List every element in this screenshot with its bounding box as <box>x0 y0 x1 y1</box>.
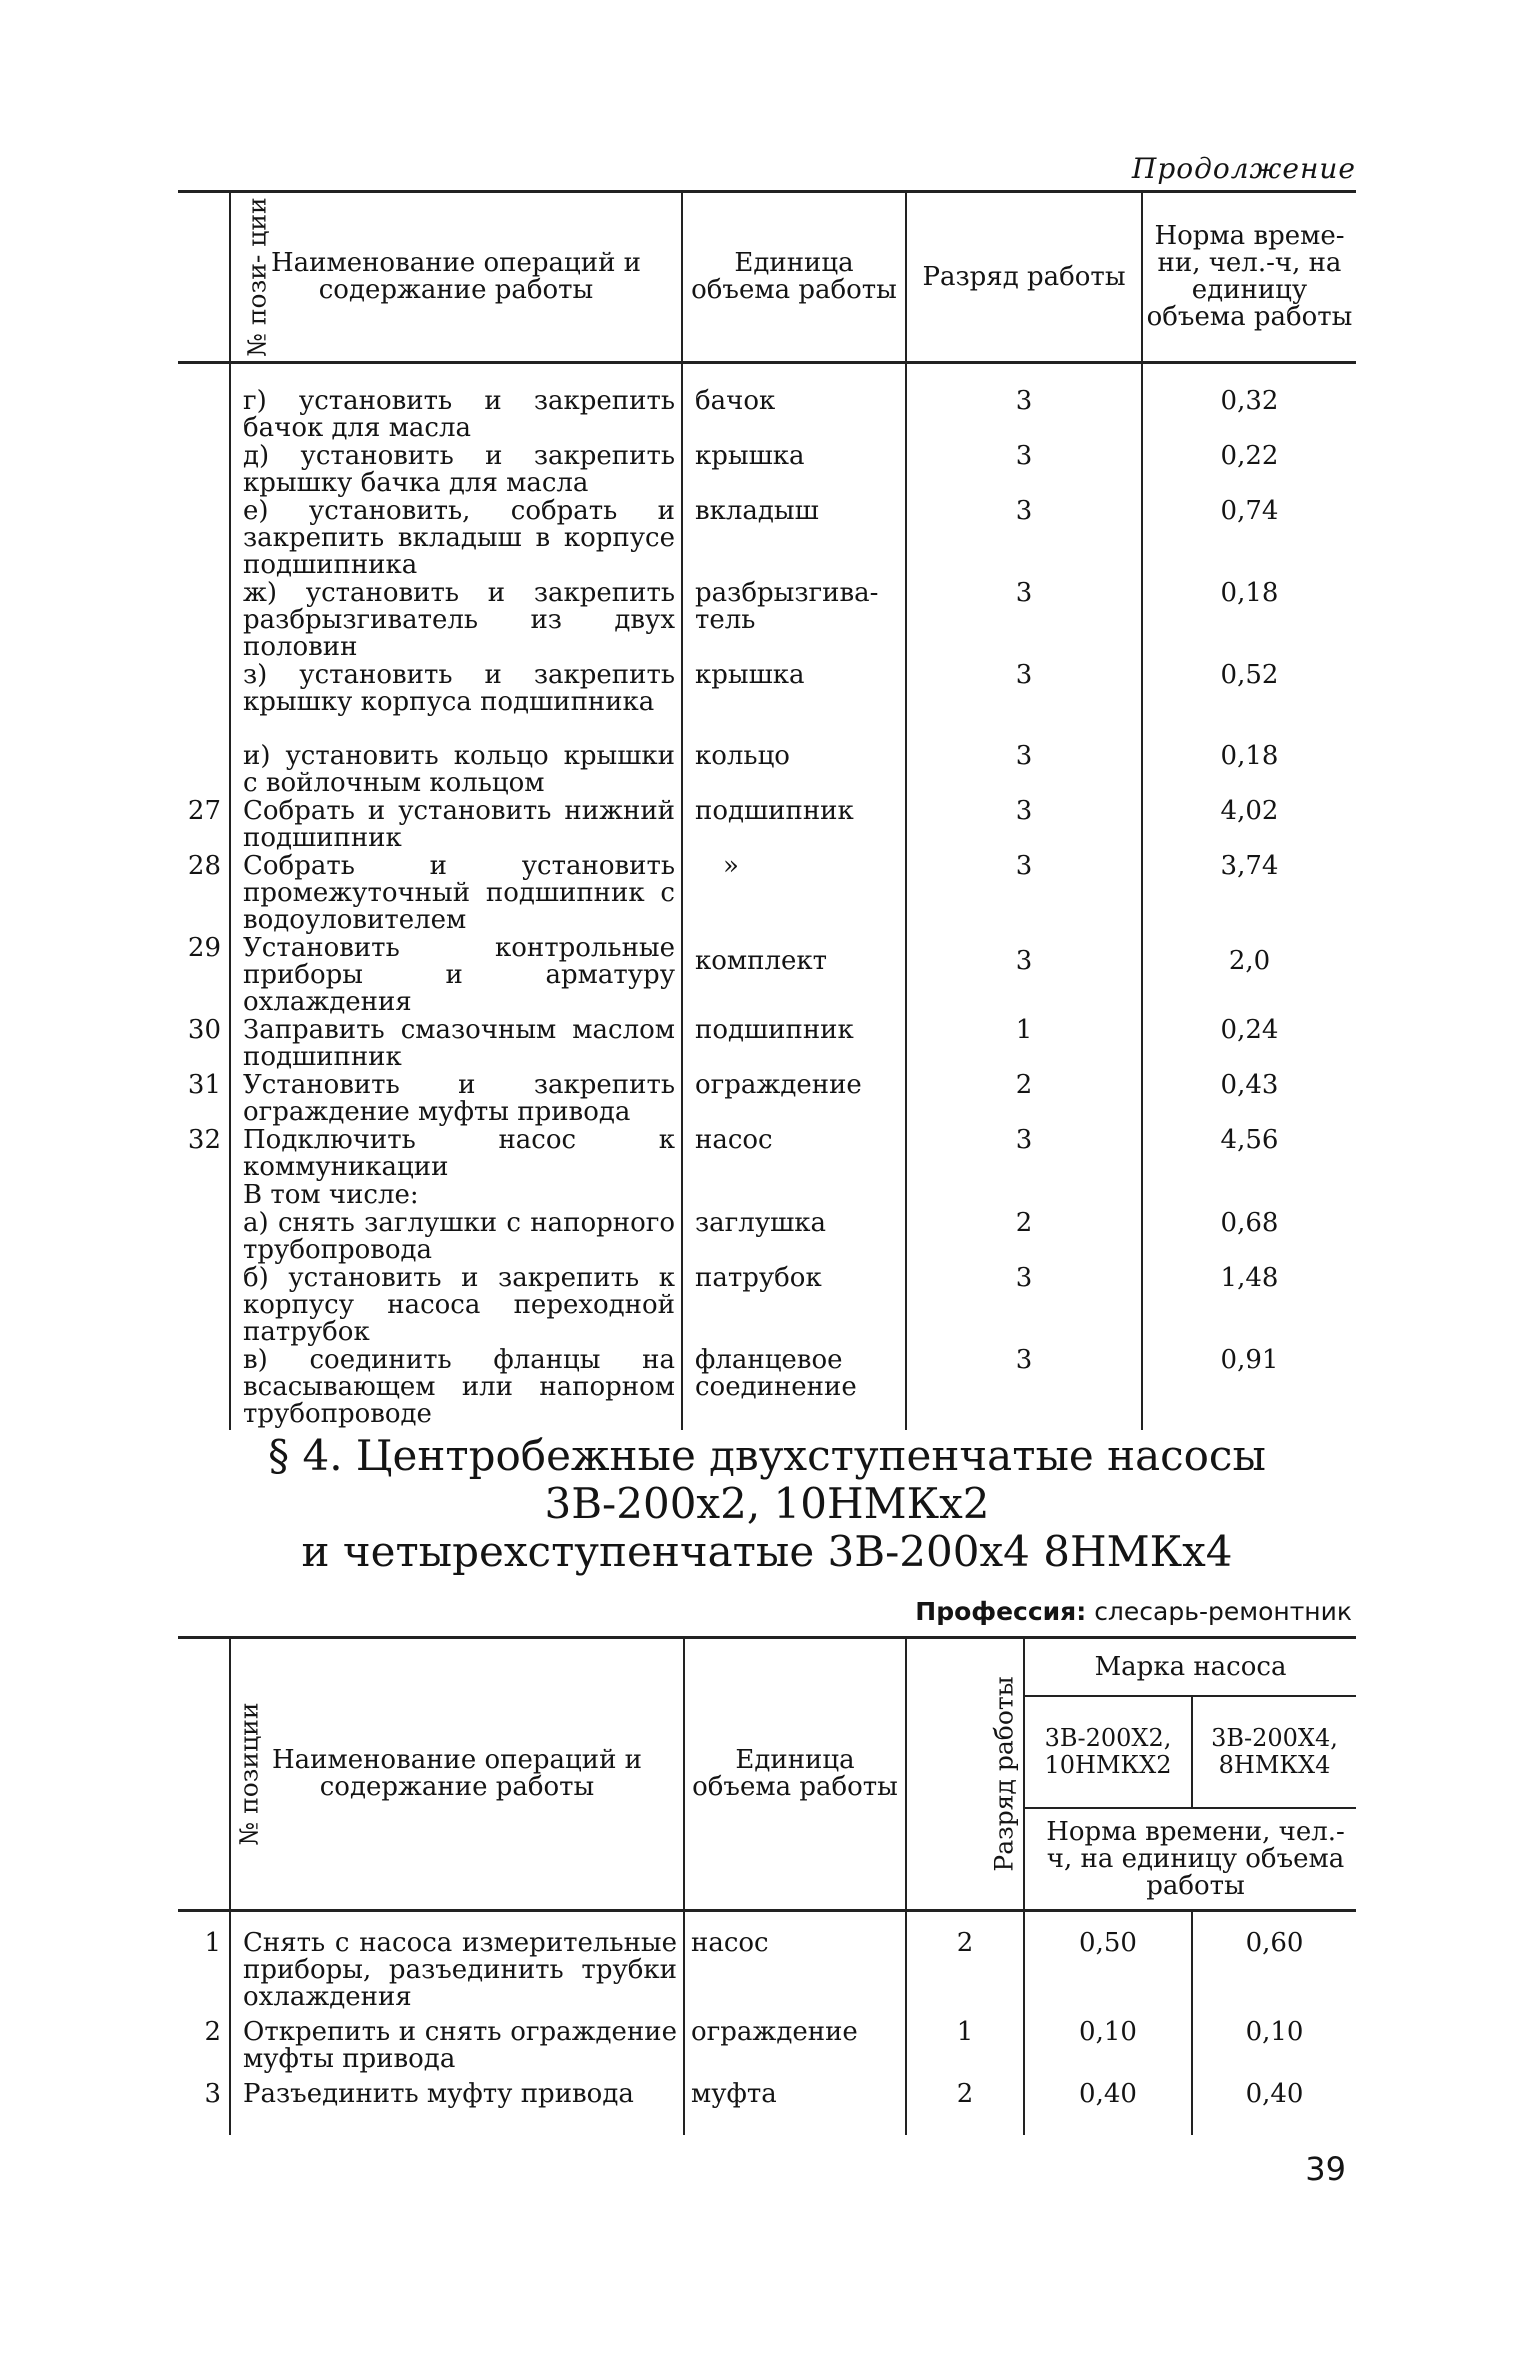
row-name: г) установить и закрепить бачок для масла <box>230 363 682 443</box>
table-row <box>178 1016 1356 1071</box>
table-row <box>178 661 1356 742</box>
row-grade: 3 <box>906 363 1142 443</box>
row-unit: подшипник <box>682 1016 906 1071</box>
row-grade: 3 <box>906 442 1142 497</box>
row-position <box>178 1209 230 1264</box>
row-name: Собрать и установить промежуточный подшипник с водоуловителем <box>230 852 682 934</box>
row-norm <box>1142 1181 1356 1209</box>
row-norm: 0,68 <box>1220 1208 1279 1238</box>
table-row <box>178 2011 1356 2073</box>
table2-header-row <box>178 1638 1356 1697</box>
row-position: 2 <box>178 2011 230 2073</box>
row-norm: 0,18 <box>1220 741 1279 771</box>
section-heading-line1: § 4. Центробежные двухступенчатые насосы <box>268 1431 1266 1480</box>
row-position: 27 <box>178 797 230 852</box>
row-norm: 0,32 <box>1220 386 1279 416</box>
row-norm-brand1: 0,40 <box>1024 2073 1192 2135</box>
row-position <box>178 1346 230 1430</box>
table-row <box>178 1209 1356 1264</box>
row-unit: насос <box>682 1126 906 1181</box>
row-grade: 3 <box>906 852 1142 934</box>
row-norm-brand1: 0,10 <box>1024 2011 1192 2073</box>
table-row <box>178 934 1356 1016</box>
continuation-label: Продолжение <box>1131 152 1356 185</box>
row-name: Разъединить муфту привода <box>230 2073 684 2135</box>
row-name: б) установить и закрепить к корпусу насоса переходной патрубок <box>230 1264 682 1346</box>
row-name: а) снять заглушки с напорного трубопровода <box>230 1209 682 1264</box>
row-position <box>178 1264 230 1346</box>
row-position <box>178 363 230 443</box>
row-position <box>178 1181 230 1209</box>
table-row <box>178 442 1356 497</box>
row-position <box>178 661 230 742</box>
operations-table-continued <box>178 190 1356 1430</box>
table1-header-position: № пози- ции <box>178 192 230 363</box>
row-grade: 2 <box>906 1209 1142 1264</box>
row-grade: 3 <box>906 579 1142 661</box>
row-position <box>178 742 230 797</box>
row-position <box>178 579 230 661</box>
profession-line <box>915 1597 1352 1626</box>
section-heading <box>178 1432 1356 1576</box>
row-name: в) соединить фланцы на всасывающем или напорном трубопроводе <box>230 1346 682 1430</box>
table-row <box>178 797 1356 852</box>
row-unit: комплект <box>682 934 906 1016</box>
table-row <box>178 497 1356 579</box>
row-norm: 0,91 <box>1220 1345 1279 1375</box>
row-grade <box>906 1181 1142 1209</box>
row-position: 29 <box>178 934 230 1016</box>
row-unit: подшипник <box>682 797 906 852</box>
row-unit: разбрызгива- тель <box>682 579 906 661</box>
row-grade: 3 <box>906 1264 1142 1346</box>
row-position <box>178 442 230 497</box>
table-row <box>178 363 1356 443</box>
row-unit: заглушка <box>682 1209 906 1264</box>
row-norm-brand2: 0,60 <box>1245 1928 1304 1958</box>
row-norm: 1,48 <box>1220 1263 1279 1293</box>
table-row <box>178 2073 1356 2135</box>
row-norm-brand2: 0,40 <box>1245 2079 1304 2109</box>
row-norm: 3,74 <box>1220 851 1279 881</box>
row-name: и) установить кольцо крышки с войлочным кольцом <box>230 742 682 797</box>
table2-header-brand2: 3В-200Х4, 8НМКХ4 <box>1192 1696 1356 1808</box>
row-name: Собрать и установить нижний подшипник <box>230 797 682 852</box>
table-row <box>178 1346 1356 1430</box>
row-grade: 3 <box>906 497 1142 579</box>
row-norm: 0,74 <box>1220 496 1279 526</box>
table-row <box>178 852 1356 934</box>
row-norm: 4,02 <box>1220 796 1279 826</box>
section-heading-line2: 3В-200х2, 10НМКх2 <box>544 1479 990 1528</box>
row-unit: » <box>682 852 906 934</box>
table-row <box>178 742 1356 797</box>
row-norm: 0,18 <box>1220 578 1279 608</box>
table1-header-row <box>178 192 1356 363</box>
row-grade: 2 <box>906 1071 1142 1126</box>
table1-header-norm: Норма време- ни, чел.-ч, на единицу объема работы <box>1142 192 1356 363</box>
row-norm: 0,43 <box>1220 1070 1279 1100</box>
row-grade: 3 <box>906 934 1142 1016</box>
table-row <box>178 1264 1356 1346</box>
row-grade: 3 <box>906 797 1142 852</box>
row-norm-brand2: 0,10 <box>1245 2017 1304 2047</box>
row-unit: фланцевое соединение <box>682 1346 906 1430</box>
row-unit: ограждение <box>684 2011 906 2073</box>
table2-header-grade: Разряд работы <box>906 1638 1024 1911</box>
row-norm: 0,52 <box>1220 660 1279 690</box>
row-norm: 0,22 <box>1220 441 1279 471</box>
row-name: Открепить и снять ограждение муфты привода <box>230 2011 684 2073</box>
table2-header-brand1: 3В-200Х2, 10НМКХ2 <box>1024 1696 1192 1808</box>
row-name: е) установить, собрать и закрепить вкладыш в корпусе подшипника <box>230 497 682 579</box>
row-name: Установить и закрепить ограждение муфты привода <box>230 1071 682 1126</box>
row-unit: муфта <box>684 2073 906 2135</box>
row-name: Заправить смазочным маслом подшипник <box>230 1016 682 1071</box>
row-unit: ограждение <box>682 1071 906 1126</box>
row-grade: 1 <box>906 2011 1024 2073</box>
row-name: д) установить и закрепить крышку бачка для масла <box>230 442 682 497</box>
table-row <box>178 1071 1356 1126</box>
row-norm: 2,0 <box>1228 946 1271 976</box>
page-number: 39 <box>1305 2150 1346 2188</box>
table1-header-name: Наименование операций и содержание работы <box>230 192 682 363</box>
table2-header-name: Наименование операций и содержание работы <box>230 1638 684 1911</box>
section-heading-line3: и четырехступенчатые 3В-200х4 8НМКх4 <box>301 1527 1233 1576</box>
row-position: 3 <box>178 2073 230 2135</box>
row-unit: кольцо <box>682 742 906 797</box>
table2-header-norm: Норма времени, чел.-ч, на единицу объема работы <box>1024 1808 1356 1911</box>
table1-header-grade: Разряд работы <box>906 192 1142 363</box>
row-position: 31 <box>178 1071 230 1126</box>
row-position: 28 <box>178 852 230 934</box>
table-row <box>178 1911 1356 2012</box>
row-position: 30 <box>178 1016 230 1071</box>
row-name: з) установить и закрепить крышку корпуса подшипника <box>230 661 682 742</box>
row-name: ж) установить и закрепить разбрызгиватель из двух половин <box>230 579 682 661</box>
row-grade: 3 <box>906 742 1142 797</box>
row-name: Установить контрольные приборы и арматуру охлаждения <box>230 934 682 1016</box>
table2-header-unit: Единица объема работы <box>684 1638 906 1911</box>
table2-header-pump-brand: Марка насоса <box>1024 1638 1356 1697</box>
row-unit: патрубок <box>682 1264 906 1346</box>
row-grade: 2 <box>906 2073 1024 2135</box>
row-grade: 3 <box>906 1346 1142 1430</box>
row-grade: 1 <box>906 1016 1142 1071</box>
row-position <box>178 497 230 579</box>
row-grade: 3 <box>906 661 1142 742</box>
profession-value: слесарь-ремонтник <box>1094 1597 1352 1626</box>
table-row <box>178 1181 1356 1209</box>
operations-table <box>178 1636 1356 2135</box>
table2-header-position: № позиции <box>178 1638 230 1911</box>
table-row <box>178 579 1356 661</box>
row-unit: насос <box>684 1911 906 2012</box>
row-unit: крышка <box>682 661 906 742</box>
table1-header-unit: Единица объема работы <box>682 192 906 363</box>
row-norm: 0,24 <box>1220 1015 1279 1045</box>
row-position: 1 <box>178 1911 230 2012</box>
row-norm: 4,56 <box>1220 1125 1279 1155</box>
row-unit: крышка <box>682 442 906 497</box>
table-row <box>178 1126 1356 1181</box>
row-name: В том числе: <box>230 1181 682 1209</box>
row-unit: вкладыш <box>682 497 906 579</box>
profession-label: Профессия: <box>915 1597 1087 1626</box>
row-position: 32 <box>178 1126 230 1181</box>
row-name: Снять с насоса измерительные приборы, разъединить трубки охлаждения <box>230 1911 684 2012</box>
row-grade: 3 <box>906 1126 1142 1181</box>
row-unit: бачок <box>682 363 906 443</box>
row-norm-brand1: 0,50 <box>1024 1911 1192 2012</box>
row-unit <box>682 1181 906 1209</box>
row-name: Подключить насос к коммуникации <box>230 1126 682 1181</box>
row-grade: 2 <box>906 1911 1024 2012</box>
